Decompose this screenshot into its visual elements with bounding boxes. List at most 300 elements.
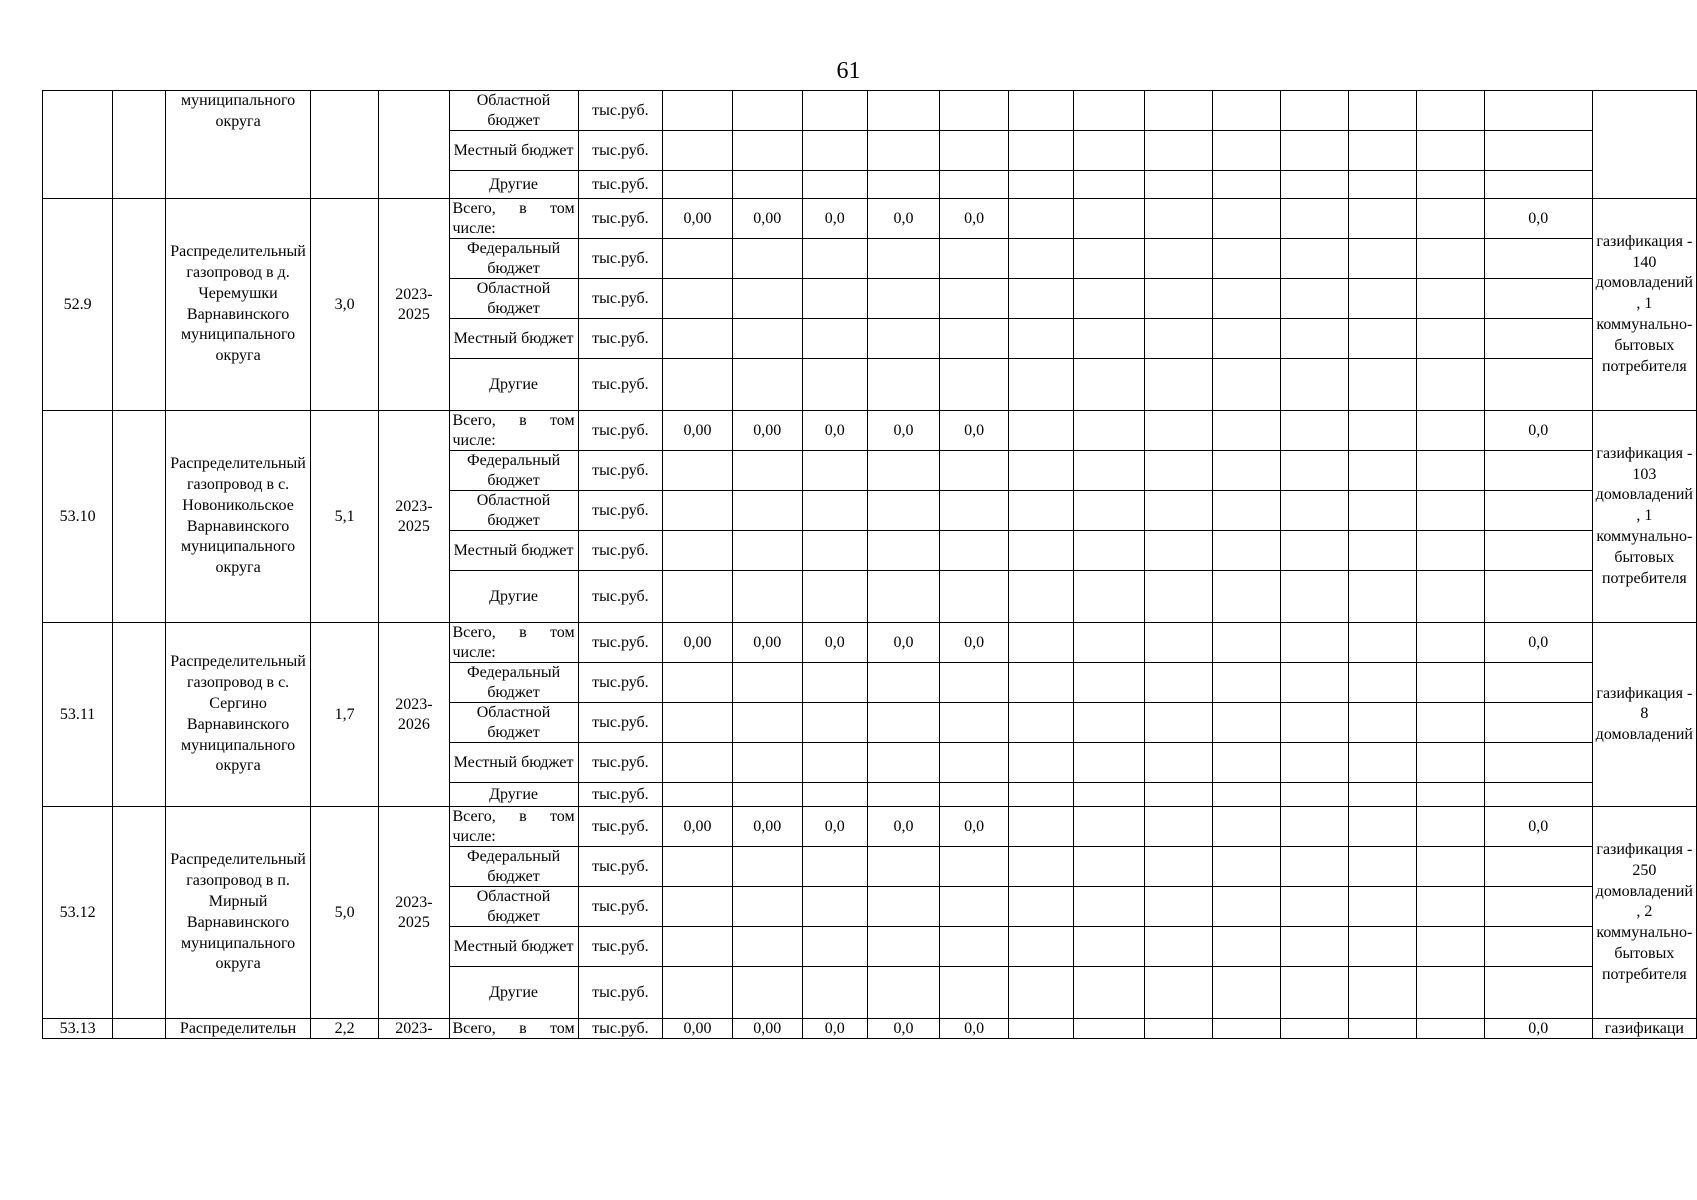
unit-cell: тыс.руб.: [578, 91, 663, 131]
value-cell: [1213, 411, 1281, 451]
funding-source-cell: Другие: [449, 571, 578, 623]
value-cell: [1281, 239, 1349, 279]
value-cell: [732, 783, 802, 807]
table-row: [43, 199, 1697, 239]
value-cell: [1281, 131, 1349, 171]
blank-cell: [113, 91, 166, 199]
value-cell: [732, 967, 802, 1019]
value-cell: [732, 171, 802, 199]
unit-cell: тыс.руб.: [578, 743, 663, 783]
value-cell: [1416, 1019, 1484, 1039]
funding-source-cell: Местный бюджет: [449, 131, 578, 171]
value-cell: [1145, 571, 1213, 623]
value-cell: [1009, 1019, 1074, 1039]
value-cell: [1281, 807, 1349, 847]
total-value-cell: 0,00: [732, 1019, 802, 1039]
years-cell: [379, 91, 449, 199]
value-cell: [663, 743, 733, 783]
value-cell: [1074, 491, 1145, 531]
value-cell: [1416, 319, 1484, 359]
value-cell: [802, 131, 867, 171]
value-cell: [867, 491, 939, 531]
value-cell: [1145, 887, 1213, 927]
value-cell: [663, 571, 733, 623]
blank-cell: [113, 199, 166, 411]
project-name-cell: муниципального округа: [166, 91, 311, 199]
project-name-cell: Распределительный газопровод в с. Сергино Варнавинского муниципального округа: [166, 623, 311, 807]
length-cell: 5,0: [310, 807, 378, 1019]
value-cell: [732, 319, 802, 359]
value-cell: [1145, 239, 1213, 279]
value-cell: [1213, 967, 1281, 1019]
value-cell: [1348, 967, 1416, 1019]
value-cell: [1348, 623, 1416, 663]
value-cell: [1416, 807, 1484, 847]
length-cell: [310, 91, 378, 199]
value-cell: [1074, 171, 1145, 199]
value-cell: [1009, 319, 1074, 359]
value-cell: [663, 927, 733, 967]
value-cell: [1074, 131, 1145, 171]
value-cell: [1348, 359, 1416, 411]
value-cell: [1484, 279, 1592, 319]
blank-cell: [113, 623, 166, 807]
funding-source-cell: Областной бюджет: [449, 91, 578, 131]
funding-source-label: числе:: [452, 827, 496, 845]
value-cell: [1281, 91, 1349, 131]
total-value-cell: 0,0: [802, 199, 867, 239]
value-cell: [802, 491, 867, 531]
value-cell: [1009, 623, 1074, 663]
value-cell: [1281, 927, 1349, 967]
value-cell: [1416, 279, 1484, 319]
total-value-cell: 0,0: [867, 1019, 939, 1039]
total-value-cell: 0,00: [732, 623, 802, 663]
value-cell: [1009, 239, 1074, 279]
funding-source-cell: Федеральный бюджет: [449, 663, 578, 703]
value-cell: [732, 847, 802, 887]
value-cell: [1416, 571, 1484, 623]
value-cell: [1484, 967, 1592, 1019]
value-cell: [663, 783, 733, 807]
value-cell: [1009, 887, 1074, 927]
item-number-cell: 53.11: [43, 623, 113, 807]
value-cell: [1416, 199, 1484, 239]
unit-cell: тыс.руб.: [578, 967, 663, 1019]
value-cell: [1009, 451, 1074, 491]
value-cell: [1009, 967, 1074, 1019]
value-cell: [1145, 491, 1213, 531]
total-value-cell: 0,0: [802, 411, 867, 451]
value-cell: [1348, 807, 1416, 847]
value-cell: [1145, 279, 1213, 319]
value-cell: [940, 451, 1009, 491]
value-cell: [1145, 531, 1213, 571]
value-cell: [802, 663, 867, 703]
value-cell: [802, 451, 867, 491]
value-cell: [1484, 171, 1592, 199]
total-value-cell: 0,0: [867, 199, 939, 239]
value-cell: [1145, 451, 1213, 491]
unit-cell: тыс.руб.: [578, 359, 663, 411]
funding-source-cell: Областной бюджет: [449, 703, 578, 743]
value-cell: [663, 131, 733, 171]
total-value-cell: 0,0: [802, 623, 867, 663]
value-cell: [802, 783, 867, 807]
value-cell: [1213, 91, 1281, 131]
value-cell: [663, 319, 733, 359]
years-cell: 2023-2025: [379, 199, 449, 411]
value-cell: [867, 571, 939, 623]
value-cell: [1074, 847, 1145, 887]
value-cell: [1074, 359, 1145, 411]
value-cell: [732, 571, 802, 623]
value-cell: [1484, 927, 1592, 967]
value-cell: [1145, 743, 1213, 783]
value-cell: [663, 171, 733, 199]
value-cell: [1484, 783, 1592, 807]
value-cell: [1145, 663, 1213, 703]
value-cell: [1074, 807, 1145, 847]
value-cell: [802, 967, 867, 1019]
unit-cell: тыс.руб.: [578, 927, 663, 967]
value-cell: [940, 783, 1009, 807]
value-cell: [1145, 199, 1213, 239]
funding-source-cell: [449, 807, 578, 847]
value-cell: [1281, 783, 1349, 807]
value-cell: [1145, 927, 1213, 967]
value-cell: [663, 279, 733, 319]
value-cell: [940, 967, 1009, 1019]
value-cell: [1416, 927, 1484, 967]
value-cell: [663, 967, 733, 1019]
unit-cell: тыс.руб.: [578, 491, 663, 531]
project-name-cell: Распределительн: [166, 1019, 311, 1039]
value-cell: [1145, 91, 1213, 131]
value-cell: [1009, 571, 1074, 623]
item-number-cell: 53.10: [43, 411, 113, 623]
funding-source-cell: Федеральный бюджет: [449, 451, 578, 491]
value-cell: [1348, 319, 1416, 359]
value-cell: [1416, 663, 1484, 703]
value-cell: [867, 359, 939, 411]
value-cell: [1009, 807, 1074, 847]
value-cell: [940, 743, 1009, 783]
value-cell: [1281, 171, 1349, 199]
value-cell: [1348, 239, 1416, 279]
value-cell: [1281, 847, 1349, 887]
value-cell: [1213, 623, 1281, 663]
project-name-cell: Распределительный газопровод в д. Черемушки Варнавинского муниципального округа: [166, 199, 311, 411]
value-cell: [1009, 171, 1074, 199]
value-cell: [1009, 783, 1074, 807]
value-cell: [1484, 531, 1592, 571]
unit-cell: тыс.руб.: [578, 1019, 663, 1039]
value-cell: [867, 743, 939, 783]
value-cell: [1009, 531, 1074, 571]
value-cell: [1281, 199, 1349, 239]
value-cell: [802, 927, 867, 967]
value-cell: [940, 531, 1009, 571]
value-cell: [1281, 623, 1349, 663]
effect-cell: газификация - 8 домовладений: [1592, 623, 1696, 807]
funding-source-cell: Федеральный бюджет: [449, 847, 578, 887]
effect-cell: газификаци: [1592, 1019, 1696, 1039]
value-cell: [1074, 239, 1145, 279]
value-cell: [732, 131, 802, 171]
total-value-cell: 0,00: [732, 199, 802, 239]
value-cell: [1145, 783, 1213, 807]
years-cell: 2023-2025: [379, 807, 449, 1019]
funding-source-cell: Другие: [449, 171, 578, 199]
total-value-cell: 0,0: [940, 1019, 1009, 1039]
blank-cell: [113, 1019, 166, 1039]
value-cell: [663, 703, 733, 743]
value-cell: [940, 239, 1009, 279]
value-cell: [1213, 199, 1281, 239]
value-cell: [940, 279, 1009, 319]
table-row: [43, 411, 1697, 451]
total-value-cell: 0,0: [940, 807, 1009, 847]
value-cell: [1074, 703, 1145, 743]
total-value-cell: 0,0: [1484, 807, 1592, 847]
value-cell: [1009, 411, 1074, 451]
value-cell: [867, 927, 939, 967]
value-cell: [1145, 807, 1213, 847]
value-cell: [1348, 783, 1416, 807]
funding-source-label: Всего, в том: [452, 624, 575, 642]
value-cell: [1213, 131, 1281, 171]
total-value-cell: 0,00: [663, 807, 733, 847]
value-cell: [1213, 1019, 1281, 1039]
value-cell: [940, 927, 1009, 967]
effect-cell: [1592, 91, 1696, 199]
length-cell: 1,7: [310, 623, 378, 807]
item-number-cell: 53.12: [43, 807, 113, 1019]
value-cell: [802, 743, 867, 783]
value-cell: [867, 703, 939, 743]
value-cell: [1213, 703, 1281, 743]
value-cell: [732, 663, 802, 703]
value-cell: [802, 319, 867, 359]
value-cell: [1074, 319, 1145, 359]
funding-source-cell: Другие: [449, 783, 578, 807]
funding-source-cell: Областной бюджет: [449, 887, 578, 927]
investment-table: [42, 90, 1697, 1039]
unit-cell: тыс.руб.: [578, 531, 663, 571]
value-cell: [1145, 171, 1213, 199]
value-cell: [1348, 1019, 1416, 1039]
value-cell: [1074, 1019, 1145, 1039]
total-value-cell: 0,00: [732, 807, 802, 847]
value-cell: [732, 279, 802, 319]
item-number-cell: 52.9: [43, 199, 113, 411]
value-cell: [1416, 91, 1484, 131]
total-value-cell: 0,0: [1484, 199, 1592, 239]
table-row: [43, 623, 1697, 663]
value-cell: [1074, 663, 1145, 703]
unit-cell: тыс.руб.: [578, 703, 663, 743]
value-cell: [663, 531, 733, 571]
funding-source-label: Всего, в том: [452, 200, 575, 218]
value-cell: [1074, 571, 1145, 623]
funding-source-cell: Всего, в том: [449, 1019, 578, 1039]
value-cell: [867, 967, 939, 1019]
total-value-cell: 0,0: [1484, 411, 1592, 451]
unit-cell: тыс.руб.: [578, 199, 663, 239]
value-cell: [940, 171, 1009, 199]
value-cell: [867, 239, 939, 279]
value-cell: [1281, 279, 1349, 319]
value-cell: [1416, 451, 1484, 491]
value-cell: [1009, 703, 1074, 743]
value-cell: [1281, 491, 1349, 531]
total-value-cell: 0,0: [867, 623, 939, 663]
value-cell: [1145, 319, 1213, 359]
length-cell: 3,0: [310, 199, 378, 411]
funding-source-cell: [449, 199, 578, 239]
value-cell: [867, 783, 939, 807]
funding-source-cell: Другие: [449, 967, 578, 1019]
funding-source-label: числе:: [452, 431, 496, 449]
value-cell: [802, 171, 867, 199]
value-cell: [1213, 571, 1281, 623]
total-value-cell: 0,00: [663, 199, 733, 239]
funding-source-label: Всего, в том: [452, 412, 575, 430]
value-cell: [1281, 967, 1349, 1019]
value-cell: [1145, 359, 1213, 411]
value-cell: [1348, 703, 1416, 743]
value-cell: [802, 887, 867, 927]
value-cell: [1213, 239, 1281, 279]
funding-source-cell: Областной бюджет: [449, 491, 578, 531]
value-cell: [867, 131, 939, 171]
value-cell: [1348, 571, 1416, 623]
total-value-cell: 0,00: [663, 623, 733, 663]
value-cell: [1145, 411, 1213, 451]
effect-cell: газификация - 103 домовладений , 1 коммунально-бытовых потребителя: [1592, 411, 1696, 623]
effect-cell: газификация - 140 домовладений , 1 коммунально-бытовых потребителя: [1592, 199, 1696, 411]
value-cell: [1213, 531, 1281, 571]
value-cell: [732, 451, 802, 491]
value-cell: [1145, 703, 1213, 743]
funding-source-cell: Местный бюджет: [449, 927, 578, 967]
value-cell: [1348, 491, 1416, 531]
value-cell: [1416, 531, 1484, 571]
length-cell: 2,2: [310, 1019, 378, 1039]
total-value-cell: 0,00: [663, 411, 733, 451]
value-cell: [1348, 743, 1416, 783]
value-cell: [1416, 359, 1484, 411]
value-cell: [940, 847, 1009, 887]
value-cell: [1348, 531, 1416, 571]
value-cell: [1213, 279, 1281, 319]
total-value-cell: 0,0: [1484, 623, 1592, 663]
unit-cell: тыс.руб.: [578, 239, 663, 279]
value-cell: [1416, 703, 1484, 743]
value-cell: [867, 663, 939, 703]
funding-source-cell: Федеральный бюджет: [449, 239, 578, 279]
value-cell: [867, 319, 939, 359]
years-cell: 2023-2025: [379, 411, 449, 623]
value-cell: [663, 91, 733, 131]
value-cell: [1416, 743, 1484, 783]
value-cell: [802, 847, 867, 887]
value-cell: [1348, 199, 1416, 239]
value-cell: [1145, 1019, 1213, 1039]
value-cell: [1145, 847, 1213, 887]
total-value-cell: 0,0: [867, 807, 939, 847]
value-cell: [940, 663, 1009, 703]
unit-cell: тыс.руб.: [578, 319, 663, 359]
value-cell: [1348, 887, 1416, 927]
value-cell: [1281, 531, 1349, 571]
value-cell: [867, 451, 939, 491]
value-cell: [1416, 239, 1484, 279]
value-cell: [1281, 743, 1349, 783]
value-cell: [1484, 239, 1592, 279]
value-cell: [1484, 847, 1592, 887]
unit-cell: тыс.руб.: [578, 451, 663, 491]
value-cell: [1145, 967, 1213, 1019]
value-cell: [1074, 199, 1145, 239]
total-value-cell: 0,00: [663, 1019, 733, 1039]
value-cell: [1281, 319, 1349, 359]
value-cell: [1213, 783, 1281, 807]
table-row: [43, 1019, 1697, 1039]
value-cell: [1213, 887, 1281, 927]
value-cell: [867, 887, 939, 927]
value-cell: [732, 359, 802, 411]
value-cell: [940, 703, 1009, 743]
value-cell: [1009, 927, 1074, 967]
value-cell: [1281, 411, 1349, 451]
value-cell: [940, 91, 1009, 131]
unit-cell: тыс.руб.: [578, 663, 663, 703]
value-cell: [1348, 847, 1416, 887]
value-cell: [1348, 451, 1416, 491]
blank-cell: [113, 807, 166, 1019]
value-cell: [1009, 91, 1074, 131]
value-cell: [867, 171, 939, 199]
value-cell: [663, 359, 733, 411]
value-cell: [1416, 171, 1484, 199]
value-cell: [802, 531, 867, 571]
unit-cell: тыс.руб.: [578, 171, 663, 199]
value-cell: [1484, 663, 1592, 703]
blank-cell: [113, 411, 166, 623]
value-cell: [940, 319, 1009, 359]
value-cell: [732, 703, 802, 743]
value-cell: [1416, 623, 1484, 663]
value-cell: [1484, 491, 1592, 531]
funding-source-label: числе:: [452, 643, 496, 661]
funding-source-label: числе:: [452, 219, 496, 237]
value-cell: [940, 571, 1009, 623]
value-cell: [1074, 783, 1145, 807]
value-cell: [1416, 491, 1484, 531]
funding-source-cell: Областной бюджет: [449, 279, 578, 319]
unit-cell: тыс.руб.: [578, 807, 663, 847]
unit-cell: тыс.руб.: [578, 411, 663, 451]
unit-cell: тыс.руб.: [578, 571, 663, 623]
value-cell: [1348, 279, 1416, 319]
value-cell: [1484, 319, 1592, 359]
value-cell: [1416, 887, 1484, 927]
page-number: 61: [836, 58, 861, 84]
value-cell: [1281, 1019, 1349, 1039]
value-cell: [663, 239, 733, 279]
